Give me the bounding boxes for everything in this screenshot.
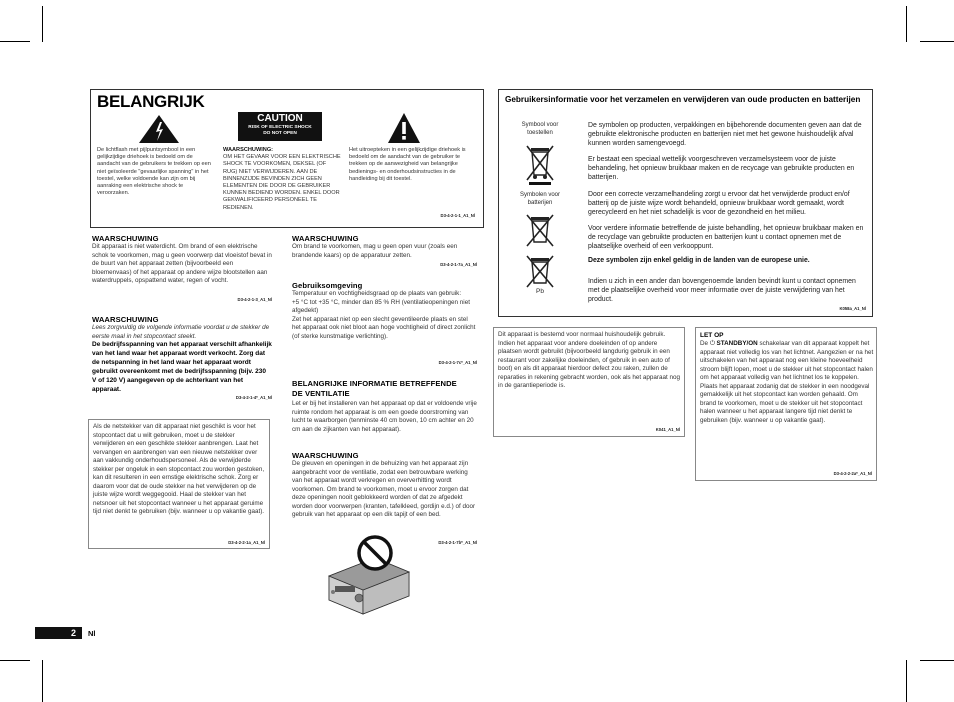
- let-op-box: [695, 327, 877, 481]
- netstekker-text: Als de netstekker van dit apparaat niet geschikt is voor het stopcontact dat u wilt gebruiken, moet u de stekker verwijderen en een geschikte stekker aanbrengen. Laat het vervangen en aanbrengen van een nieuwe netstekker over aan vakkundig onderhoudspersoneel. Als de verwijderde stekker per ongeluk in een stopcontact zou worden gestoken, kan dit resulteren in een ernstige elektrische schok. Zorg er daarom voor dat de oude stekker na het verwijderen op de juiste wijze wordt weggegooid. Haal de stekker van het netsnoer uit het stopcontact wanneer u het apparaat geruime tijd niet denkt te gebruiken (bijv. wanneer u op vakantie gaat).: [93, 423, 265, 515]
- crop-mark: [42, 6, 43, 42]
- waarschuwing-title: WAARSCHUWING: [292, 234, 359, 243]
- crop-mark: [0, 41, 30, 42]
- let-op-pre: De: [700, 340, 710, 347]
- pb-label: Pb: [536, 288, 544, 295]
- doc-code: D3-4-2-1-7c*_A1_Nl: [438, 360, 477, 365]
- doc-code: D3-4-2-2-2a*_A1_Nl: [833, 471, 872, 476]
- covered-receiver-illustration: [323, 534, 415, 625]
- doc-code: D3-4-2-2-1a_A1_Nl: [228, 540, 265, 545]
- ventilatie-text: Let er bij het installeren van het apparaat op dat er voldoende vrije ruimte rondom het apparaat is om een goede doorstroming van lucht te waarborgen (tenminste 40 cm boven, 10 cm achter en 20 cm aan de zijkanten van het apparaat).: [292, 400, 477, 433]
- waarschuwing-title: WAARSCHUWING: [292, 451, 359, 460]
- recycle-paragraph: Door een correcte verzamelhandeling zorgt u ervoor dat het verwijderde product en/of batterij op de juiste wijze wordt behandeld, opnieuw bruikbaar wordt gemaakt, wordt gerecycleerd en het niet schadelijk is voor de gezondheid en het milieu.: [588, 190, 850, 216]
- warning-description: [223, 147, 341, 212]
- crossed-bin-icon: [523, 142, 557, 191]
- waarschuwing-voltage-text: [92, 324, 272, 394]
- page-number: 2: [70, 628, 76, 638]
- gebruiksomgeving-text: [292, 290, 477, 341]
- caution-label-box: [238, 112, 322, 141]
- symbol-label-toestellen: Symbool voor toestellen: [521, 122, 559, 136]
- doc-code: D3-4-2-1-7a_A1_Nl: [440, 262, 477, 267]
- recycle-paragraph: Voor verdere informatie betreffende de juiste behandling, het opnieuw bruikbaar maken en de recyclage van gebruikte producten en batterijen kunt u contact opnemen met de plaatselijke overheid of een verkooppunt.: [588, 224, 864, 251]
- recycle-paragraph: Indien u zich in een ander dan bovengenoemde landen bevindt kunt u contact opnemen met de plaatselijke overheid voor meer informatie over de juiste verwijdering van het product.: [588, 278, 856, 304]
- ventilatie-title: [292, 379, 457, 399]
- waarschuwing-title: WAARSCHUWING: [92, 234, 159, 243]
- recycle-title: Gebruikersinformatie voor het verzamelen en verwijderen van oude producten en batterijen: [505, 95, 861, 104]
- waarschuwing-text: Om brand te voorkomen, mag u geen open vuur (zoals een brandende kaars) op de apparatuur zetten.: [292, 243, 458, 259]
- exclamation-warning-icon: [387, 112, 421, 149]
- waarschuwing-ventilatie-text: De gleuven en openingen in de behuizing van het apparaat zijn aangebracht voor de ventilatie, zodat een betrouwbare werking van het apparaat wordt verkregen en oververhitting wordt voorkomen. Om brand te voorkomen, moet u ervoor zorgen dat deze openingen nooit geblokkeerd worden of dat ze afgedekt worden door voorwerpen (kranten, tafelkleed, gordijn e.d.) of door gebruik van het apparaat op een dik tapijt of een bed.: [292, 460, 476, 518]
- recycle-box: [498, 89, 873, 317]
- gebruiksomgeving-title: Gebruiksomgeving: [292, 281, 363, 290]
- crop-mark: [0, 660, 30, 661]
- waarschuwing-text: Dit apparaat is niet waterdicht. Om brand of een elektrische schok te voorkomen, mag u geen voorwerp dat vloeistof bevat in de buurt van het apparaat zetten (bijvoorbeeld een bloemenvaas) of het apparaat op andere wijze blootstellen aan waterdruppels, opspattend water, regen of vocht.: [92, 243, 272, 284]
- power-icon: ⏻: [709, 340, 717, 347]
- lightning-description: De lichtflash met pijlpuntsymbool in een gelijkzijdige driehoek is bedoeld om de aandacht van de gebruikers te trekken op een niet geïsoleerde "gevaarlijke spanning" in het toestel, welke voldoende kan zijn om bij aanraking een elektrische shock te veroorzaken.: [97, 147, 211, 197]
- recycle-paragraph: Er bestaat een speciaal wettelijk voorgeschreven verzamelsysteem voor de juiste behandeling, het opnieuw bruikbaar maken en de recycage van gebruikte producten en batterijen.: [588, 156, 855, 182]
- doc-code: D3-4-2-1-4*_A1_Nl: [235, 395, 272, 400]
- crop-mark: [906, 660, 907, 702]
- crop-mark: [906, 6, 907, 42]
- gebruiksomgeving-line: Temperatuur en vochtigheidsgraad op de plaats van gebruik:: [292, 290, 462, 297]
- gebruiksomgeving-line: +5 °C tot +35 °C, minder dan 85 % RH (ventilatieopeningen niet afgedekt): [292, 298, 470, 314]
- caution-label: CAUTION: [257, 113, 303, 124]
- crossed-bin-icon: [523, 212, 557, 253]
- normal-use-text: Dit apparaat is bestemd voor normaal huishoudelijk gebruik. Indien het apparaat voor andere doeleinden of op andere plaatsen wordt gebruikt (bijvoorbeeld langdurig gebruik in een restaurant voor zakelijke doeleinden, of gebruik in een auto of boot) en als dit apparaat hierdoor defect zou raken, zullen de reparaties in rekening gebracht worden, ook als het apparaat nog in de garantieperiode is.: [498, 331, 681, 389]
- ventilatie-title-line: BELANGRIJKE INFORMATIE BETREFFENDE: [292, 379, 457, 388]
- voltage-intro: Lees zorgvuldig de volgende informatie voordat u de stekker de eerste maal in het stopcontact steekt.: [92, 324, 270, 340]
- waarschuwing-title: WAARSCHUWING: [92, 315, 159, 324]
- caution-sub: DO NOT OPEN: [263, 131, 297, 136]
- symbol-label-batterijen: Symbolen voor batterijen: [519, 192, 561, 206]
- language-code: Nl: [88, 629, 96, 638]
- warning-text: OM HET GEVAAR VOOR EEN ELEKTRISCHE SHOCK TE VOORKOMEN, DEKSEL (OF RUG) NIET VERWIJDEREN. AAN DE BINNENZIJDE BEVINDEN ZICH GEEN ELEMENTEN DIE DOOR DE GEBRUIKER KUNNEN BEDIEND WORDEN. ENKEL DOOR GEKWALIFICEERD PERSONEEL TE REDIENEN.: [223, 154, 341, 211]
- exclamation-description: Het uitroepteken in een gelijkzijdige driehoek is bedoeld om de aandacht van de gebruiker te trekken op de aanwezigheid van belangrijke bedienings- en onderhoudsinstructies in de handleiding bij dit toestel.: [349, 147, 466, 182]
- recycle-text: [588, 121, 864, 305]
- doc-code: K058a_A1_Nl: [839, 306, 866, 311]
- doc-code: D3-4-2-1-1_A1_Nl: [440, 213, 475, 218]
- caution-sub: RISK OF ELECTRIC SHOCK: [248, 125, 312, 130]
- normal-use-box: [493, 327, 685, 437]
- gebruiksomgeving-line: Zet het apparaat niet op een slecht geventileerde plaats en stel het apparaat ook niet bloot aan hoge vochtigheid of direct zonlicht (of sterke kunstmatige verlichting).: [292, 315, 476, 340]
- let-op-text: [700, 340, 874, 425]
- warning-head: WAARSCHUWING:: [223, 147, 274, 153]
- belangrijk-box: [90, 89, 484, 228]
- let-op-title: LET OP: [700, 332, 724, 339]
- voltage-bold: De bedrijfsspanning van het apparaat verschilt afhankelijk van het land waar het apparaat wordt verkocht. Zorg dat de netspanning in het land waar het apparaat wordt gebruikt overeenkomt met de bedrijfsspanning (bijv. 230 V of 120 V) aangegeven op de achterkant van het apparaat.: [92, 341, 272, 393]
- doc-code: D3-4-2-1-3_A1_Nl: [237, 297, 272, 302]
- standby-label: STANDBY/ON: [716, 340, 758, 347]
- ventilatie-title-line: DE VENTILATIE: [292, 389, 350, 398]
- netstekker-box: [88, 419, 270, 549]
- let-op-body: schakelaar van dit apparaat koppelt het apparaat niet volledig los van het lichtnet. Aangezien er na het uitschakelen van het apparaat nog een kleine hoeveelheid stroom blijft lopen, moet u de stekker uit het stopcontact halen om het apparaat volledig van het lichtnet los te koppelen. Plaats het apparaat zodanig dat de stekker in een noodgeval gemakkelijk uit het stopcontact kan worden gehaald. Om brand te voorkomen, moet u de stekker uit het stopcontact halen wanneer u het apparaat langere tijd niet denkt te gebruiken (bijv. wanneer u op vakantie gaat).: [700, 340, 874, 424]
- doc-code: D3-4-2-1-7b*_A1_Nl: [438, 540, 477, 545]
- belangrijk-title: BELANGRIJK: [97, 92, 205, 111]
- crop-mark: [920, 660, 954, 661]
- crop-mark: [42, 660, 43, 702]
- recycle-paragraph-bold: Deze symbolen zijn enkel geldig in de landen van de europese unie.: [588, 257, 810, 265]
- lightning-warning-icon: [137, 114, 181, 149]
- doc-code: K041_A1_Nl: [655, 427, 680, 432]
- recycle-paragraph: De symbolen op producten, verpakkingen en bijbehorende documenten geven aan dat de gebruikte elektronische producten en batterijen niet met het gewone huishoudelijk afval kunnen worden samengevoegd.: [588, 122, 862, 148]
- crop-mark: [920, 41, 954, 42]
